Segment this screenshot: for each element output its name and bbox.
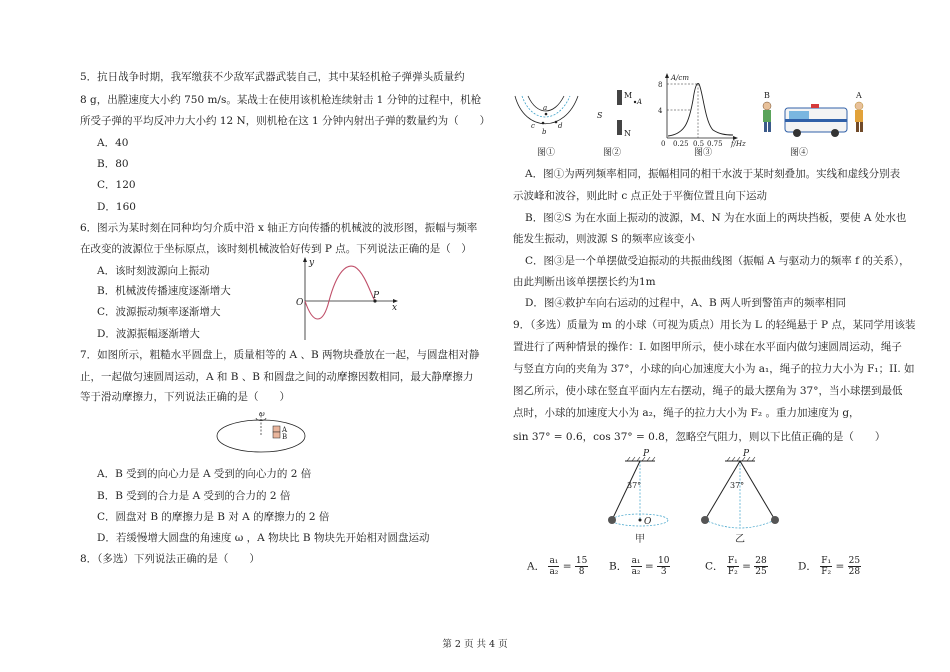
q9-pendulum-figure <box>595 450 795 545</box>
fig3-ylabel: A/cm <box>671 74 689 82</box>
q7-option-b: B．B 受到的合力是 A 受到的合力的 2 倍 <box>97 490 291 502</box>
q9-line-5: 点时，小球的加速度大小为 a₂，绳子的拉力大小为 F₂ 。重力加速度为 g， <box>513 407 860 419</box>
q8-option-a-2: 示波峰和波谷，则此时 c 点正处于平衡位置且向下运动 <box>513 190 768 202</box>
q9-option-d-rhs <box>848 556 861 577</box>
q9-option-b-letter: B． <box>609 560 628 573</box>
q5-line-2: 8 g，出膛速度大小约 750 m/s。某战士在使用该机枪连续射击 1 分钟的过程中，机枪 <box>80 94 482 106</box>
q9-yi-caption: 乙 <box>735 534 745 545</box>
q9-option-b <box>609 556 670 577</box>
q7-b-label: B <box>282 433 288 441</box>
q6-line-2: 在改变的波源位于坐标原点，该时刻机械波恰好传到 P 点。下列说法正确的是（ ） <box>80 243 472 255</box>
q9-jia-caption: 甲 <box>635 534 645 545</box>
q7-option-c: C．圆盘对 B 的摩擦力是 B 对 A 的摩擦力的 2 倍 <box>97 511 330 523</box>
q9-c-den: F₂ <box>727 567 738 577</box>
q9-line-6: sin 37° = 0.6，cos 37° = 0.8，忽略空气阻力，则以下比值正确的是（ ） <box>513 431 886 443</box>
fig4-label-a: A <box>856 91 862 100</box>
q6-option-a: A．该时刻波源向上振动 <box>97 265 210 277</box>
fig3-xtick-0: 0 <box>661 140 666 148</box>
fig2-label-a: A <box>637 98 643 106</box>
q9-option-b-eq: = <box>644 560 658 573</box>
fig4-ambulance-scene <box>755 88 875 143</box>
fig4-label-b: B <box>764 91 770 100</box>
fig1-interference <box>510 88 585 138</box>
q9-line-3: 与竖直方向的夹角为 37°，小球的向心加速度大小为 a₁，绳子的拉力大小为 F₁；II. 如 <box>513 363 915 375</box>
page-footer: 第 2 页 共 4 页 <box>442 639 508 650</box>
q9-line-2: 置进行了两种情景的操作：I. 如图甲所示，使小球在水平面内做匀速圆周运动，绳子 <box>513 341 902 353</box>
q9-d-rden: 28 <box>848 567 861 577</box>
q9-option-d-lhs <box>820 556 832 577</box>
q9-b-den: a₂ <box>631 567 641 577</box>
q6-y-label: y <box>309 258 315 268</box>
q9-jia-p-label: P <box>643 449 650 459</box>
q9-o-label: O <box>644 517 652 527</box>
q9-line-1: 9．（多选）质量为 m 的小球（可视为质点）用长为 L 的轻绳悬于 P 点，某同学用该装 <box>513 319 916 331</box>
q8-option-b-2: 能发生振动，则波源 S 的频率应该变小 <box>513 233 695 245</box>
q9-option-c-lhs <box>727 556 739 577</box>
q9-option-a-lhs <box>548 556 559 577</box>
fig2-barrier <box>595 88 645 143</box>
q6-origin-label: O <box>296 298 304 308</box>
fig3-xlabel: f/Hz <box>731 140 746 148</box>
fig2-label-m: M <box>624 91 633 100</box>
q9-c-rnum: 28 <box>755 556 767 566</box>
q6-option-c: C．波源振动频率逐渐增大 <box>97 306 221 318</box>
fig2-label-s: S <box>597 111 603 120</box>
q9-d-num: F₁ <box>821 556 832 566</box>
q7-line-1: 7．如图所示，粗糙水平圆盘上，质量相等的 A 、B 两物块叠放在一起，与圆盘相对静 <box>80 349 480 361</box>
q9-option-c-rhs <box>754 556 767 577</box>
q7-line-2: 止，一起做匀速圆周运动，A 和 B 、B 和圆盘之间的动摩擦因数相同，最大静摩擦力 <box>80 371 474 383</box>
q5-option-c: C．120 <box>97 179 136 191</box>
q6-wave-figure <box>295 255 405 340</box>
q9-b-num: a₁ <box>631 556 641 566</box>
fig4-caption: 图④ <box>790 148 809 158</box>
q9-c-rden: 25 <box>755 567 767 577</box>
fig1-label-b: b <box>542 128 547 136</box>
q9-option-a-letter: A． <box>527 560 546 573</box>
q9-jia-angle: 37° <box>627 481 642 490</box>
q7-disc-figure <box>215 408 325 458</box>
fig3-xtick-075: 0.75 <box>707 140 723 148</box>
fig2-label-n: N <box>624 129 631 138</box>
q8-option-c-1: C．图③是一个单摆做受迫振动的共振曲线图（振幅 A 与驱动力的频率 f 的关系）， <box>525 255 910 267</box>
q7-option-a: A．B 受到的向心力是 A 受到的向心力的 2 倍 <box>97 468 312 480</box>
q9-option-a <box>527 556 588 577</box>
fig3-xtick-05: 0.5 <box>693 140 705 148</box>
q7-line-3: 等于滑动摩擦力，下列说法正确的是（ ） <box>80 391 290 403</box>
q9-b-rden: 3 <box>660 567 667 577</box>
q9-option-b-rhs <box>657 556 670 577</box>
q7-a-label: A <box>282 426 288 434</box>
q6-p-label: P <box>373 291 380 301</box>
q7-omega-label: ω <box>259 410 265 418</box>
q9-option-a-rhs <box>575 556 588 577</box>
q8-option-c-2: 由此判断出该单摆摆长约为1m <box>513 276 656 288</box>
q8-option-a-1: A．图①为两列频率相同，振幅相同的相干水波于某时刻叠加。实线和虚线分别表 <box>525 168 901 180</box>
q5-option-a: A．40 <box>97 137 129 149</box>
q9-option-d-eq: = <box>835 560 848 573</box>
q7-option-d: D．若缓慢增大圆盘的角速度 ω ，A 物块比 B 物块先开始相对圆盘运动 <box>97 532 430 544</box>
q9-c-num: F₁ <box>727 556 738 566</box>
q9-option-d-letter: D． <box>798 560 817 573</box>
fig3-ytick-8: 8 <box>658 81 663 89</box>
q5-option-b: B．80 <box>97 158 129 170</box>
fig3-resonance-chart <box>655 72 750 147</box>
q9-option-a-eq: = <box>562 560 575 573</box>
q8-option-b-1: B．图②S 为在水面上振动的波源，M、N 为在水面上的两块挡板，要使 A 处水也 <box>525 212 907 224</box>
fig1-label-a: a <box>543 104 548 112</box>
q5-line-3: 所受子弹的平均反冲力大小约 12 N，则机枪在这 1 分钟内射出子弹的数量约为（ ） <box>80 115 491 127</box>
fig1-caption: 图① <box>537 148 556 158</box>
q9-option-c <box>705 556 768 577</box>
q9-d-den: F₂ <box>821 567 832 577</box>
q6-option-b: B．机械波传播速度逐渐增大 <box>97 285 231 297</box>
fig2-caption: 图② <box>603 148 622 158</box>
q9-a-rnum: 15 <box>575 556 588 566</box>
q8-option-d: D．图④救护车向右运动的过程中，A、B 两人听到警笛声的频率相同 <box>525 297 847 309</box>
q9-option-d <box>798 556 861 577</box>
fig3-xtick-025: 0.25 <box>673 140 689 148</box>
fig1-label-c: c <box>531 122 535 130</box>
q9-option-b-lhs <box>631 556 642 577</box>
q9-option-c-eq: = <box>742 560 755 573</box>
q6-line-1: 6．图示为某时刻在同种均匀介质中沿 x 轴正方向传播的机械波的波形图，振幅与频率 <box>80 222 478 234</box>
q9-b-rnum: 10 <box>658 556 670 566</box>
q9-yi-p-label: P <box>743 449 750 459</box>
q6-x-label: x <box>392 303 398 313</box>
fig3-caption: 图③ <box>694 148 713 158</box>
q9-d-rnum: 25 <box>848 556 861 566</box>
q5-line-1: 5．抗日战争时期，我军缴获不少敌军武器武装自己，其中某轻机枪子弹弹头质量约 <box>80 71 465 83</box>
q8-stem: 8．（多选）下列说法正确的是（ ） <box>80 553 260 565</box>
q9-line-4: 图乙所示，使小球在竖直平面内左右摆动，绳子的最大摆角为 37°，当小球摆到最低 <box>513 385 903 397</box>
q9-a-den: a₂ <box>549 567 559 577</box>
q9-a-rden: 8 <box>578 567 585 577</box>
fig3-ytick-4: 4 <box>658 107 663 115</box>
q9-option-c-letter: C． <box>705 560 724 573</box>
q9-a-num: a₁ <box>549 556 559 566</box>
q6-option-d: D．波源振幅逐渐增大 <box>97 328 200 340</box>
q9-yi-angle: 37° <box>730 481 745 490</box>
q5-option-d: D．160 <box>97 201 136 213</box>
fig1-label-d: d <box>558 122 563 130</box>
